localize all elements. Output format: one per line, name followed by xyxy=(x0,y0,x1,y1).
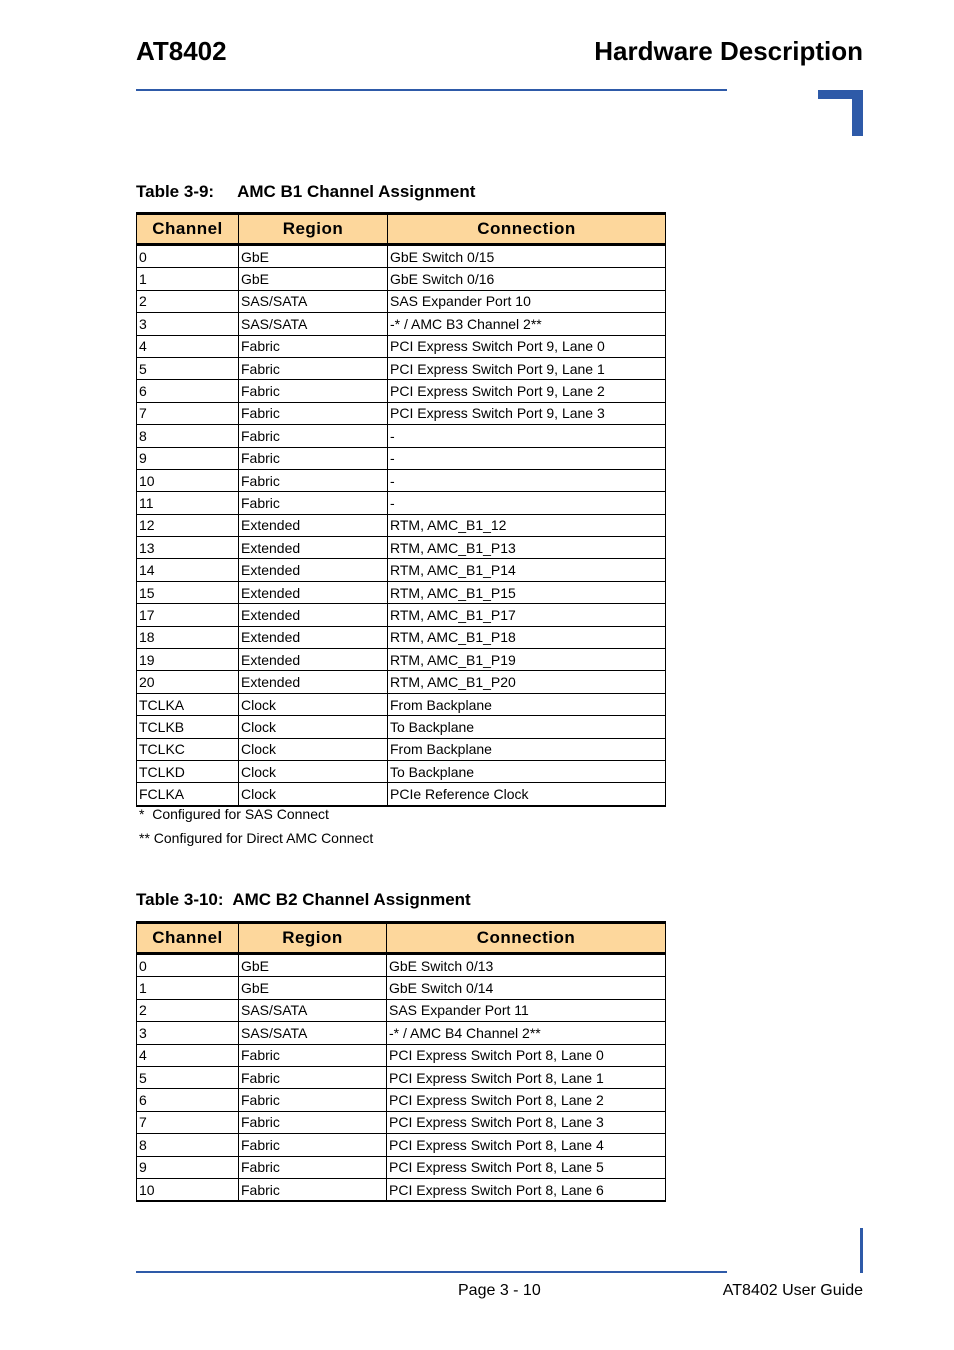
cell-region: Fabric xyxy=(239,402,388,424)
cell-channel: 12 xyxy=(137,514,239,536)
cell-region: SAS/SATA xyxy=(239,1022,387,1044)
table1-caption: Table 3-9: AMC B1 Channel Assignment xyxy=(136,182,476,201)
column-header-channel: Channel xyxy=(137,214,239,245)
cell-channel: 13 xyxy=(137,537,239,559)
table-row xyxy=(137,469,666,491)
cell-connection: GbE Switch 0/16 xyxy=(388,268,666,290)
cell-region: Fabric xyxy=(239,380,388,402)
table-row xyxy=(137,954,666,977)
cell-channel: 19 xyxy=(137,649,239,671)
cell-channel: 17 xyxy=(137,604,239,626)
corner-mark-top xyxy=(818,90,863,136)
table-row xyxy=(137,671,666,693)
table-row xyxy=(137,1066,666,1088)
cell-region: Clock xyxy=(239,693,388,715)
cell-region: Extended xyxy=(239,581,388,603)
cell-channel: FCLKA xyxy=(137,783,239,806)
cell-connection: - xyxy=(388,469,666,491)
table-row xyxy=(137,357,666,379)
cell-region: Fabric xyxy=(239,425,388,447)
cell-connection: SAS Expander Port 10 xyxy=(388,290,666,312)
cell-connection: PCI Express Switch Port 8, Lane 0 xyxy=(387,1044,666,1066)
cell-connection: PCI Express Switch Port 9, Lane 2 xyxy=(388,380,666,402)
cell-channel: 5 xyxy=(137,357,239,379)
cell-channel: 8 xyxy=(137,1134,239,1156)
cell-channel: 6 xyxy=(137,1089,239,1111)
table-row xyxy=(137,559,666,581)
cell-region: Fabric xyxy=(239,492,388,514)
cell-connection: PCI Express Switch Port 8, Lane 2 xyxy=(387,1089,666,1111)
cell-connection: -* / AMC B4 Channel 2** xyxy=(387,1022,666,1044)
table-row xyxy=(137,268,666,290)
cell-channel: TCLKB xyxy=(137,716,239,738)
cell-connection: RTM, AMC_B1_P14 xyxy=(388,559,666,581)
column-header-connection: Connection xyxy=(387,923,666,954)
cell-region: Fabric xyxy=(239,1111,387,1133)
cell-connection: PCI Express Switch Port 9, Lane 1 xyxy=(388,357,666,379)
cell-channel: TCLKD xyxy=(137,760,239,782)
cell-region: GbE xyxy=(239,245,388,268)
table-row xyxy=(137,581,666,603)
cell-channel: 10 xyxy=(137,469,239,491)
table-row xyxy=(137,447,666,469)
cell-region: Fabric xyxy=(239,1066,387,1088)
cell-region: SAS/SATA xyxy=(239,290,388,312)
table2-caption: Table 3-10: AMC B2 Channel Assignment xyxy=(136,890,471,909)
cell-connection: GbE Switch 0/15 xyxy=(388,245,666,268)
cell-region: Fabric xyxy=(239,1156,387,1178)
table-row xyxy=(137,716,666,738)
cell-channel: 7 xyxy=(137,402,239,424)
cell-connection: - xyxy=(388,425,666,447)
column-header-region: Region xyxy=(239,923,387,954)
cell-channel: 1 xyxy=(137,268,239,290)
table-row xyxy=(137,1178,666,1201)
cell-channel: 10 xyxy=(137,1178,239,1201)
table1-note-sas: * Configured for SAS Connect xyxy=(139,806,329,822)
table-row xyxy=(137,1044,666,1066)
table-row xyxy=(137,626,666,648)
cell-region: Clock xyxy=(239,738,388,760)
cell-connection: RTM, AMC_B1_P15 xyxy=(388,581,666,603)
cell-channel: 0 xyxy=(137,954,239,977)
cell-connection: SAS Expander Port 11 xyxy=(387,999,666,1021)
cell-region: SAS/SATA xyxy=(239,999,387,1021)
cell-region: SAS/SATA xyxy=(239,313,388,335)
cell-region: Extended xyxy=(239,537,388,559)
cell-connection: -* / AMC B3 Channel 2** xyxy=(388,313,666,335)
table-row xyxy=(137,290,666,312)
amc-b2-channel-table xyxy=(136,921,666,1202)
cell-channel: 11 xyxy=(137,492,239,514)
cell-channel: 14 xyxy=(137,559,239,581)
cell-connection: PCI Express Switch Port 8, Lane 1 xyxy=(387,1066,666,1088)
cell-connection: RTM, AMC_B1_P20 xyxy=(388,671,666,693)
cell-connection: To Backplane xyxy=(388,716,666,738)
table-row xyxy=(137,604,666,626)
cell-channel: TCLKC xyxy=(137,738,239,760)
cell-connection: RTM, AMC_B1_P18 xyxy=(388,626,666,648)
header-section: Hardware Description xyxy=(594,36,863,66)
table-row xyxy=(137,783,666,806)
table-row xyxy=(137,760,666,782)
cell-connection: - xyxy=(388,447,666,469)
cell-channel: 9 xyxy=(137,1156,239,1178)
table-row xyxy=(137,1134,666,1156)
cell-region: Fabric xyxy=(239,469,388,491)
cell-connection: PCI Express Switch Port 8, Lane 4 xyxy=(387,1134,666,1156)
table-row xyxy=(137,537,666,559)
cell-region: Clock xyxy=(239,716,388,738)
cell-connection: RTM, AMC_B1_P19 xyxy=(388,649,666,671)
cell-region: Clock xyxy=(239,783,388,806)
cell-region: GbE xyxy=(239,977,387,999)
header-rule xyxy=(136,89,727,91)
cell-channel: 4 xyxy=(137,335,239,357)
amc-b1-channel-table xyxy=(136,212,666,807)
cell-region: Fabric xyxy=(239,1134,387,1156)
cell-channel: 3 xyxy=(137,313,239,335)
table-row xyxy=(137,1089,666,1111)
cell-region: Fabric xyxy=(239,357,388,379)
column-header-connection: Connection xyxy=(388,214,666,245)
table-row xyxy=(137,693,666,715)
table-row xyxy=(137,977,666,999)
cell-channel: 20 xyxy=(137,671,239,693)
cell-connection: GbE Switch 0/14 xyxy=(387,977,666,999)
table-row xyxy=(137,402,666,424)
cell-region: Extended xyxy=(239,671,388,693)
cell-connection: To Backplane xyxy=(388,760,666,782)
cell-connection: PCI Express Switch Port 9, Lane 0 xyxy=(388,335,666,357)
cell-region: Fabric xyxy=(239,447,388,469)
cell-connection: PCI Express Switch Port 8, Lane 3 xyxy=(387,1111,666,1133)
table-row xyxy=(137,492,666,514)
footer-rule xyxy=(136,1271,727,1273)
cell-region: Extended xyxy=(239,604,388,626)
cell-region: Fabric xyxy=(239,335,388,357)
cell-region: GbE xyxy=(239,954,387,977)
cell-region: Extended xyxy=(239,626,388,648)
cell-channel: 0 xyxy=(137,245,239,268)
cell-connection: PCI Express Switch Port 8, Lane 6 xyxy=(387,1178,666,1201)
table-row xyxy=(137,514,666,536)
cell-connection: - xyxy=(388,492,666,514)
cell-connection: From Backplane xyxy=(388,693,666,715)
table-row xyxy=(137,1111,666,1133)
table-row xyxy=(137,313,666,335)
cell-region: Extended xyxy=(239,649,388,671)
cell-region: Clock xyxy=(239,760,388,782)
cell-channel: TCLKA xyxy=(137,693,239,715)
cell-channel: 7 xyxy=(137,1111,239,1133)
cell-channel: 1 xyxy=(137,977,239,999)
table-row xyxy=(137,335,666,357)
cell-connection: From Backplane xyxy=(388,738,666,760)
column-header-channel: Channel xyxy=(137,923,239,954)
cell-connection: GbE Switch 0/13 xyxy=(387,954,666,977)
table-row xyxy=(137,1022,666,1044)
table-header-row xyxy=(137,923,666,954)
cell-region: Extended xyxy=(239,559,388,581)
column-header-region: Region xyxy=(239,214,388,245)
cell-channel: 15 xyxy=(137,581,239,603)
table-row xyxy=(137,999,666,1021)
table1-note-amc: ** Configured for Direct AMC Connect xyxy=(139,830,374,846)
corner-mark-bottom xyxy=(860,1228,863,1273)
cell-region: Fabric xyxy=(239,1089,387,1111)
page-number: Page 3 - 10 xyxy=(458,1282,541,1299)
cell-channel: 8 xyxy=(137,425,239,447)
cell-channel: 6 xyxy=(137,380,239,402)
table-row xyxy=(137,425,666,447)
cell-channel: 5 xyxy=(137,1066,239,1088)
document-title: AT8402 User Guide xyxy=(722,1282,863,1299)
cell-connection: RTM, AMC_B1_P17 xyxy=(388,604,666,626)
cell-region: Extended xyxy=(239,514,388,536)
cell-channel: 2 xyxy=(137,999,239,1021)
cell-connection: RTM, AMC_B1_P13 xyxy=(388,537,666,559)
table-row xyxy=(137,649,666,671)
header-product: AT8402 xyxy=(136,36,227,66)
cell-connection: PCI Express Switch Port 8, Lane 5 xyxy=(387,1156,666,1178)
cell-channel: 18 xyxy=(137,626,239,648)
cell-region: GbE xyxy=(239,268,388,290)
table-row xyxy=(137,738,666,760)
cell-channel: 4 xyxy=(137,1044,239,1066)
cell-connection: PCI Express Switch Port 9, Lane 3 xyxy=(388,402,666,424)
cell-region: Fabric xyxy=(239,1178,387,1201)
cell-region: Fabric xyxy=(239,1044,387,1066)
table-row xyxy=(137,380,666,402)
cell-channel: 9 xyxy=(137,447,239,469)
cell-channel: 3 xyxy=(137,1022,239,1044)
table-row xyxy=(137,245,666,268)
cell-channel: 2 xyxy=(137,290,239,312)
cell-connection: RTM, AMC_B1_12 xyxy=(388,514,666,536)
cell-connection: PCIe Reference Clock xyxy=(388,783,666,806)
table-header-row xyxy=(137,214,666,245)
table-row xyxy=(137,1156,666,1178)
